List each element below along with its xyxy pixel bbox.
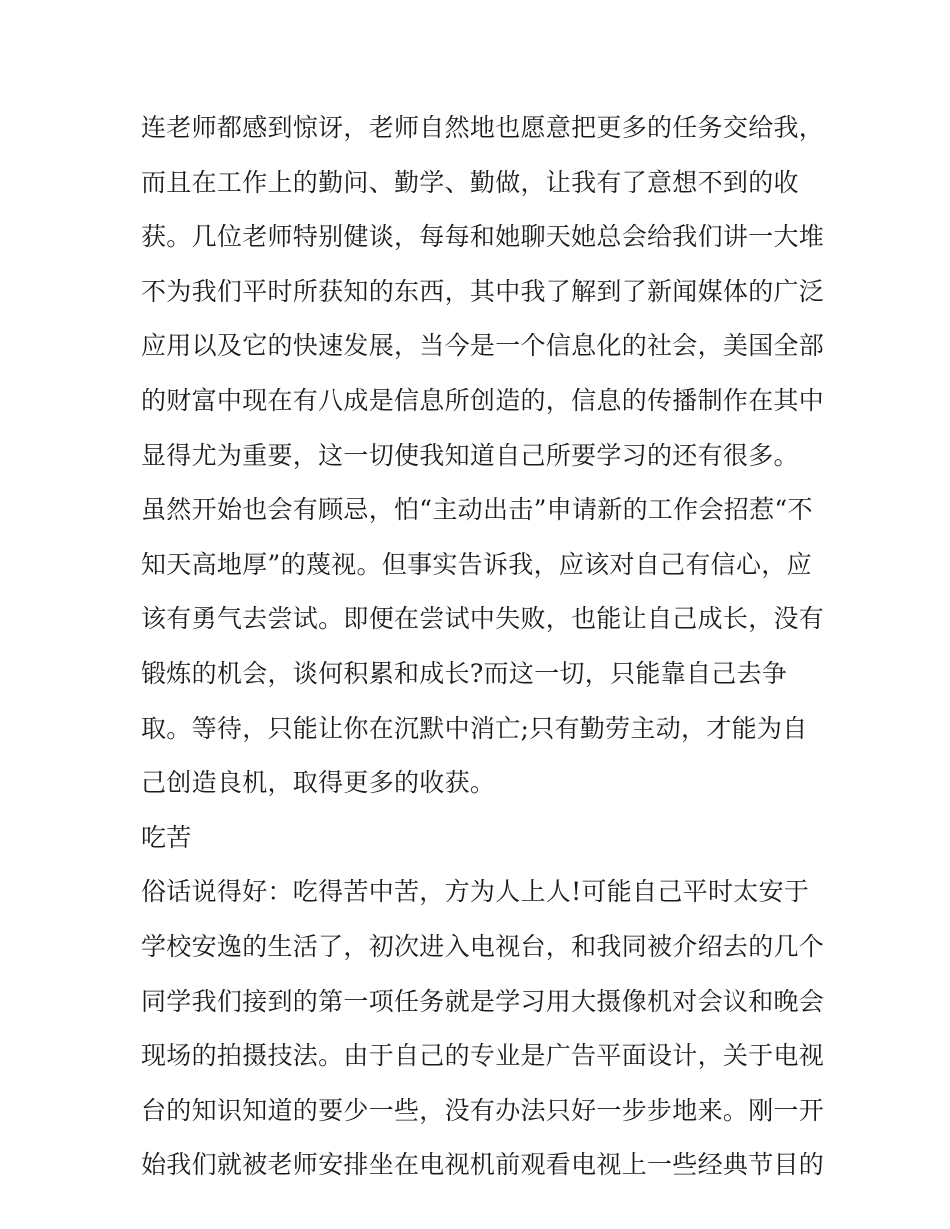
text-line: 台的知识知道的要少一些，没有办法只好一步步地来。刚一开 xyxy=(141,1095,825,1125)
section-heading: 吃苦 xyxy=(141,822,192,852)
text-line: 同学我们接到的第一项任务就是学习用大摄像机对会议和晚会 xyxy=(141,986,825,1016)
text-line: 俗话说得好：吃得苦中苦，方为人上人!可能自己平时太安于 xyxy=(141,877,810,907)
text-line: 应用以及它的快速发展，当今是一个信息化的社会，美国全部 xyxy=(141,331,825,361)
text-line: 知天高地厚”的蔑视。但事实告诉我，应该对自己有信心，应 xyxy=(141,549,812,579)
text-line: 己创造良机，取得更多的收获。 xyxy=(141,768,496,798)
text-line: 获。几位老师特别健谈，每每和她聊天她总会给我们讲一大堆 xyxy=(141,222,825,252)
text-line: 不为我们平时所获知的东西，其中我了解到了新闻媒体的广泛 xyxy=(141,276,825,306)
text-line: 连老师都感到惊讶，老师自然地也愿意把更多的任务交给我， xyxy=(141,113,825,142)
text-line: 学校安逸的生活了，初次进入电视台，和我同被介绍去的几个 xyxy=(141,931,825,961)
text-line: 的财富中现在有八成是信息所创造的，信息的传播制作在其中 xyxy=(141,385,825,415)
text-line: 虽然开始也会有顾忌，怕“主动出击”申请新的工作会招惹“不 xyxy=(141,495,813,525)
text-line: 取。等待，只能让你在沉默中消亡;只有勤劳主动，才能为自 xyxy=(141,713,808,743)
text-line: 锻炼的机会，谈何积累和成长?而这一切，只能靠自己去争 xyxy=(141,658,788,688)
document-body xyxy=(141,101,825,1193)
text-line: 显得尤为重要，这一切使我知道自己所要学习的还有很多。 xyxy=(141,440,799,470)
text-line: 而且在工作上的勤问、勤学、勤做，让我有了意想不到的收 xyxy=(141,167,799,197)
text-line: 该有勇气去尝试。即便在尝试中失败，也能让自己成长，没有 xyxy=(141,604,825,634)
text-line: 现场的拍摄技法。由于自己的专业是广告平面设计，关于电视 xyxy=(141,1041,825,1071)
text-line: 始我们就被老师安排坐在电视机前观看电视上一些经典节目的 xyxy=(141,1150,825,1180)
